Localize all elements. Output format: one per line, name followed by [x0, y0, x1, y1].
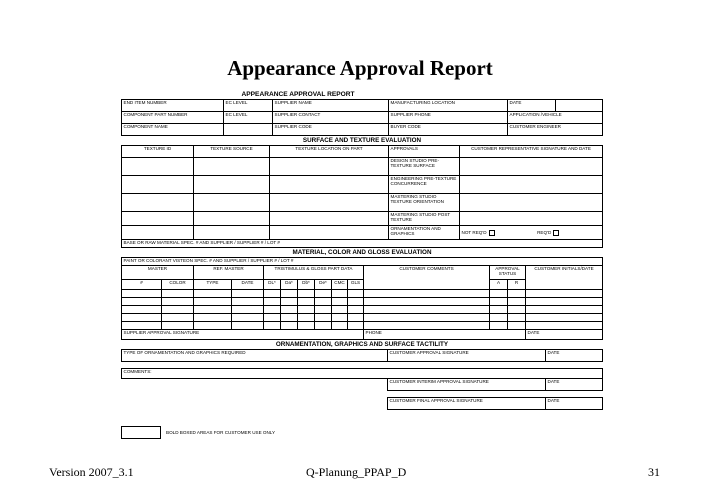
texture-location-header: TEXTURE LOCATION ON PART	[270, 146, 389, 158]
tristimulus-header: TRISTIMULUS & GLOSS PART DATA	[264, 266, 364, 280]
final-approval-field[interactable]: CUSTOMER FINAL APPROVAL SIGNATURE	[388, 398, 546, 410]
texture-source-cell[interactable]	[194, 158, 270, 176]
reqd-label: REQ'D	[537, 229, 552, 235]
table-row	[122, 314, 603, 322]
col-color: COLOR	[162, 280, 194, 290]
texture-source-cell[interactable]	[194, 226, 270, 240]
approval-label: ENGINEERING PRE-TEXTURE CONCURRENCE	[389, 176, 460, 194]
customer-rep-header: CUSTOMER REPRESENTATIVE SIGNATURE AND DATE	[460, 146, 603, 158]
surface-texture-table	[121, 136, 603, 248]
footer-page-number: 31	[648, 465, 660, 479]
date-field[interactable]: DATE	[526, 330, 603, 340]
form-heading: APPEARANCE APPROVAL REPORT	[241, 91, 355, 98]
date-value-field[interactable]	[556, 100, 603, 112]
approval-label: MASTERING STUDIO POST TEXTURE	[389, 212, 460, 226]
material-section-title: MATERIAL, COLOR AND GLOSS EVALUATION	[292, 249, 432, 256]
paint-spec-field[interactable]: PAINT OR COLORANT VISTEON SPEC. # AND SUPPLIER / SUPPLIER # / LOT #	[122, 258, 603, 266]
header-row	[122, 124, 603, 136]
col-status-r: R	[508, 280, 526, 290]
texture-id-cell[interactable]	[122, 212, 194, 226]
texture-source-cell[interactable]	[194, 194, 270, 212]
approval-status-header: APPROVAL STATUS	[490, 266, 526, 280]
footer-center: Q-Planung_PPAP_D	[306, 465, 407, 479]
end-item-number-field[interactable]: END ITEM NUMBER	[122, 100, 224, 112]
col-status-a: A	[490, 280, 508, 290]
col-de: De*	[315, 280, 332, 290]
col-db: Db*	[298, 280, 315, 290]
comments-field[interactable]: COMMENTS:	[122, 369, 603, 379]
texture-source-cell[interactable]	[194, 176, 270, 194]
ec-level-field[interactable]: EC LEVEL	[224, 112, 273, 124]
reqd-checkbox[interactable]	[553, 230, 559, 236]
header-row	[122, 112, 603, 124]
base-material-field[interactable]: BASE OR RAW MATERIAL SPEC. # AND SUPPLIER / SUPPLIER # / LOT #	[122, 240, 603, 248]
supplier-code-field[interactable]: SUPPLIER CODE	[273, 124, 389, 136]
col-date: DATE	[232, 280, 264, 290]
application-vehicle-field[interactable]: APPLICATION /VEHICLE	[508, 112, 603, 124]
col-dl: DL*	[264, 280, 281, 290]
legend-text: BOLD BOXED AREAS FOR CUSTOMER USE ONLY	[166, 430, 276, 435]
date-field[interactable]: DATE	[546, 398, 603, 410]
page-title: Appearance Approval Report	[227, 56, 493, 80]
col-gls: GLS	[348, 280, 364, 290]
col-da: Da*	[281, 280, 298, 290]
not-reqd-label: NOT REQ'D	[461, 229, 487, 235]
approval-label: DESIGN STUDIO PRE-TEXTURE SURFACE	[389, 158, 460, 176]
not-reqd-checkbox[interactable]	[489, 230, 495, 236]
material-color-table	[121, 248, 603, 340]
manufacturing-location-field[interactable]: MANUFACTURING LOCATION	[389, 100, 508, 112]
header-row	[122, 100, 603, 112]
customer-approval-field[interactable]: CUSTOMER APPROVAL SIGNATURE	[388, 350, 546, 362]
col-cmc: CMC	[332, 280, 348, 290]
component-name-field[interactable]: COMPONENT NAME	[122, 124, 224, 136]
supplier-contact-field[interactable]: SUPPLIER CONTACT	[273, 112, 389, 124]
table-row	[122, 290, 603, 298]
ec-level-field[interactable]: EC LEVEL	[224, 100, 273, 112]
interim-approval-field[interactable]: CUSTOMER INTERIM APPROVAL SIGNATURE	[388, 379, 546, 391]
signature-cell[interactable]	[460, 194, 603, 212]
date-field[interactable]: DATE	[546, 379, 603, 391]
buyer-code-field[interactable]: BUYER CODE	[389, 124, 508, 136]
signature-cell[interactable]	[460, 158, 603, 176]
date-field[interactable]: DATE	[546, 350, 603, 362]
signature-cell[interactable]	[460, 176, 603, 194]
texture-id-cell[interactable]	[122, 194, 194, 212]
ref-master-header: REF. MASTER	[194, 266, 264, 280]
col-number: #	[122, 280, 162, 290]
texture-source-header: TEXTURE SOURCE	[194, 146, 270, 158]
supplier-approval-field[interactable]: SUPPLIER APPROVAL SIGNATURE	[122, 330, 364, 340]
texture-id-header: TEXTURE ID	[122, 146, 194, 158]
footer-version: Version 2007_3.1	[49, 465, 134, 479]
phone-field[interactable]: PHONE	[364, 330, 526, 340]
texture-location-cell[interactable]	[270, 194, 389, 212]
ornamentation-section-title: ORNAMENTATION, GRAPHICS AND SURFACE TACTILITY	[275, 341, 449, 348]
reqd-options	[460, 226, 603, 240]
customer-initials-header: CUSTOMER INITIALS/DATE	[526, 266, 603, 290]
approval-label: ORNAMENTATION AND GRAPHICS	[389, 226, 460, 240]
table-row	[122, 298, 603, 306]
texture-location-cell[interactable]	[270, 212, 389, 226]
table-row	[122, 306, 603, 314]
signature-cell[interactable]	[460, 212, 603, 226]
master-header: MASTER	[122, 266, 194, 280]
customer-engineer-field[interactable]: CUSTOMER ENGINEER	[508, 124, 603, 136]
texture-location-cell[interactable]	[270, 158, 389, 176]
approvals-header: APPROVALS	[389, 146, 460, 158]
appearance-approval-form	[121, 90, 603, 410]
texture-id-cell[interactable]	[122, 226, 194, 240]
legend-box	[121, 426, 161, 439]
header-table	[121, 90, 603, 136]
supplier-phone-field[interactable]: SUPPLIER PHONE	[389, 112, 508, 124]
texture-source-cell[interactable]	[194, 212, 270, 226]
texture-id-cell[interactable]	[122, 176, 194, 194]
component-part-number-field[interactable]: COMPONENT PART NUMBER	[122, 112, 224, 124]
texture-location-cell[interactable]	[270, 226, 389, 240]
ornamentation-type-field[interactable]: TYPE OF ORNAMENTATION AND GRAPHICS REQUIRED	[122, 350, 388, 362]
surface-section-title: SURFACE AND TEXTURE EVALUATION	[302, 137, 422, 144]
col-type: TYPE	[194, 280, 232, 290]
texture-id-cell[interactable]	[122, 158, 194, 176]
approval-label: MASTERING STUDIO TEXTURE ORIENTATION	[389, 194, 460, 212]
customer-comments-header: CUSTOMER COMMENTS	[364, 266, 490, 290]
date-field[interactable]: DATE	[508, 100, 556, 112]
ornamentation-table	[121, 340, 603, 410]
texture-location-cell[interactable]	[270, 176, 389, 194]
blank-field[interactable]	[224, 124, 273, 136]
table-row	[122, 322, 603, 330]
supplier-name-field[interactable]: SUPPLIER NAME	[273, 100, 389, 112]
